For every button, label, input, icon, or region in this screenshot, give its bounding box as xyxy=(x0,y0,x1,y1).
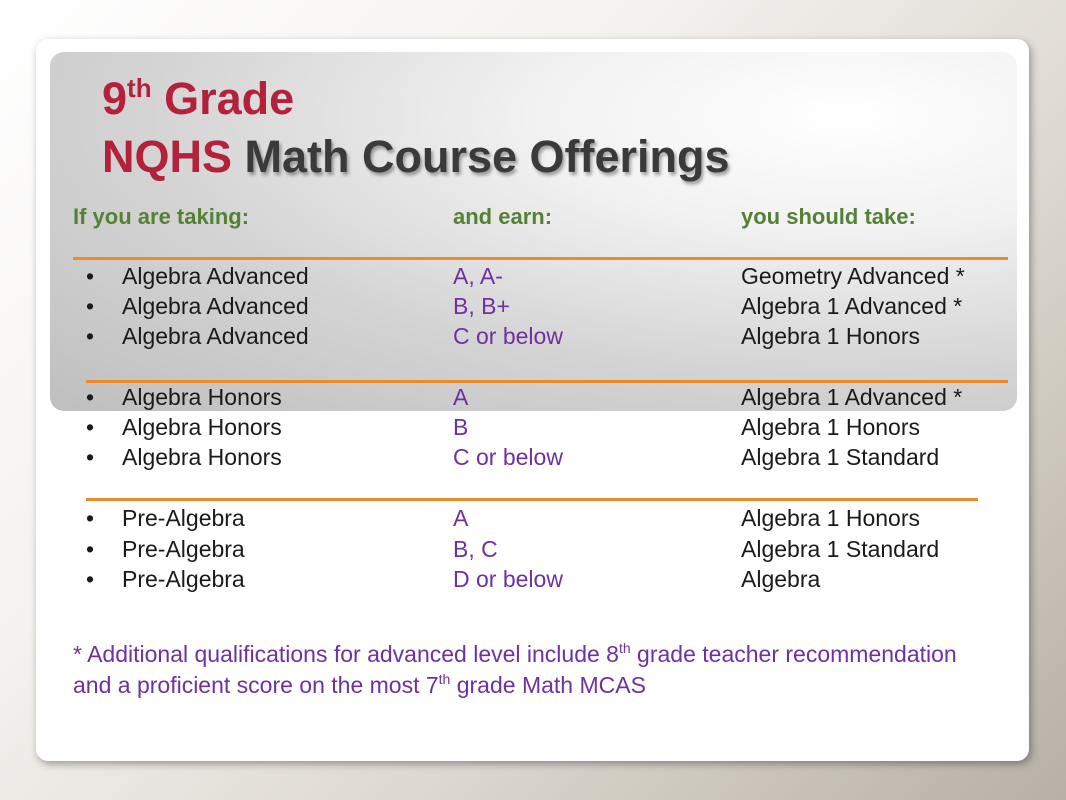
divider-rule xyxy=(73,257,1008,260)
next-course-cell: Algebra 1 Standard xyxy=(741,444,940,470)
bullet: • xyxy=(86,293,95,319)
next-course-cell: Algebra 1 Honors xyxy=(741,323,920,349)
grade-cell: B, B+ xyxy=(453,293,510,319)
course-cell: Pre-Algebra xyxy=(122,505,245,531)
next-course-cell: Algebra 1 Advanced * xyxy=(741,384,963,410)
bullet: • xyxy=(86,384,95,410)
bullet: • xyxy=(86,414,95,440)
course-cell: Algebra Honors xyxy=(122,414,282,440)
bullet: • xyxy=(86,536,95,562)
grade-cell: B xyxy=(453,414,469,440)
page-title xyxy=(102,70,730,186)
grade-cell: B, C xyxy=(453,536,498,562)
grade-cell: A xyxy=(453,505,469,531)
next-course-cell: Algebra xyxy=(741,566,821,592)
course-cell: Algebra Advanced xyxy=(122,323,309,349)
course-cell: Algebra Advanced xyxy=(122,293,309,319)
header-taking: If you are taking: xyxy=(73,204,250,229)
course-cell: Pre-Algebra xyxy=(122,566,245,592)
course-cell: Algebra Advanced xyxy=(122,263,309,289)
next-course-cell: Algebra 1 Honors xyxy=(741,414,920,440)
course-cell: Pre-Algebra xyxy=(122,536,245,562)
title-line-2: NQHS Math Course Offerings xyxy=(102,131,730,182)
bullet: • xyxy=(86,444,95,470)
grade-cell: A xyxy=(453,384,469,410)
grade-cell: C or below xyxy=(453,323,563,349)
header-earn: and earn: xyxy=(453,204,553,229)
bullet: • xyxy=(86,323,95,349)
next-course-cell: Algebra 1 Honors xyxy=(741,505,920,531)
next-course-cell: Geometry Advanced * xyxy=(741,263,965,289)
grade-cell: A, A- xyxy=(453,263,503,289)
divider-rule xyxy=(86,498,978,501)
course-cell: Algebra Honors xyxy=(122,444,282,470)
course-cell: Algebra Honors xyxy=(122,384,282,410)
bullet: • xyxy=(86,263,95,289)
footnote: * Additional qualifications for advanced level include 8th grade teacher recommendation and a proficient score on the most 7th grade Math MCAS xyxy=(73,640,957,698)
header-should-take: you should take: xyxy=(741,204,916,229)
next-course-cell: Algebra 1 Advanced * xyxy=(741,293,963,319)
bullet: • xyxy=(86,505,95,531)
bullet: • xyxy=(86,566,95,592)
grade-cell: D or below xyxy=(453,566,563,592)
title-line-1: 9th Grade xyxy=(102,73,295,124)
next-course-cell: Algebra 1 Standard xyxy=(741,536,940,562)
grade-cell: C or below xyxy=(453,444,563,470)
